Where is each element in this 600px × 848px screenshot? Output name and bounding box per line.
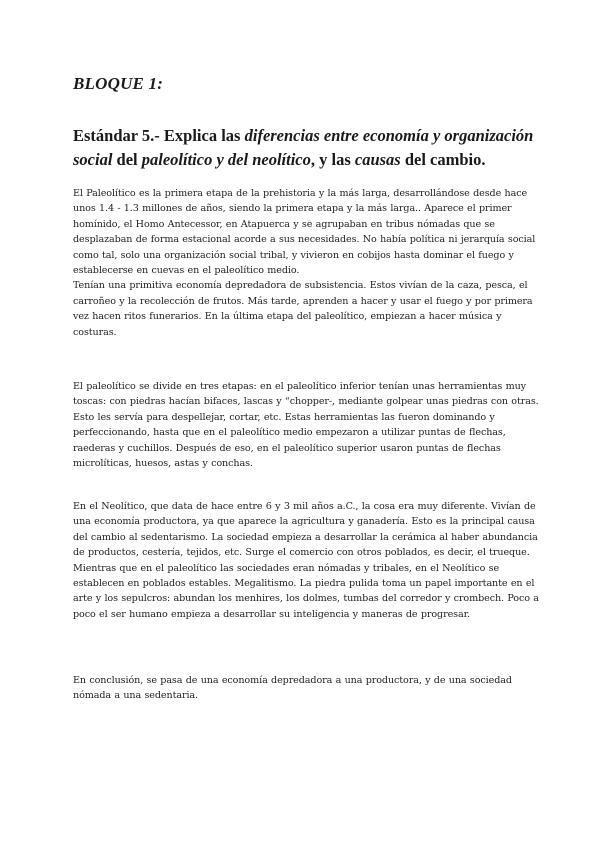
paragraph-paleolithic: El Paleolítico es la primera etapa de la prehistoria y la más larga, desarrollándose desde hace unos 1.4 - 1.3 millones de años, siendo la primera etapa y la más larga.. Aparece el primer homínido, el Homo Antecessor, en Atapuerca y se agrupaban en tribus nómadas que se desplazaban de forma estacional acorde a sus necesidades. No había política ni jerarquía social como tal, solo una organización social tribal, y vivieron en cobijos hasta dominar el fuego y establecerse en cuevas en el paleolítico medio. Tenían una primitiva economía depredadora de subsistencia. Estos vivían de la caza, pesca, el carroñeo y la recolección de frutos. Más tarde, aprenden a hacer y usar el fuego y por primera vez hacen ritos funerarios. En la última etapa del paleolítico, empiezan a hacer música y costuras.: [73, 188, 536, 338]
heading-emphasis-differences: diferencias entre economía y organización social: [73, 126, 534, 169]
heading-connector-1: del: [112, 150, 142, 169]
paragraph-neolithic: En el Neolítico, que data de hace entre 6 y 3 mil años a.C., la cosa era muy diferente. Vivían de una economía productora, ya que aparece la agricultura y ganadería. Esto es la principal causa del cambio al sedentarismo. La sociedad empieza a desarrollar la cerámica al haber abundancia de productos, cestería, tejidos, etc. Surge el comercio con otros poblados, es decir, el trueque. Mientras que en el paleolítico las sociedades eran nómadas y tribales, en el Neolítico se establecen en poblados estables. Megalitismo. La piedra pulida toma un papel importante en el arte y los sepulcros: abundan los menhires, los dolmes, tumbas del corredor y crombech. Poco a poco el ser humano empieza a desarrollar su inteligencia y maneras de progresar.: [73, 501, 539, 620]
heading-emphasis-causes: causas: [354, 150, 401, 169]
paragraph-conclusion: En conclusión, se pasa de una economía depredadora a una productora, y de una sociedad nómada a una sedentaria.: [73, 675, 512, 702]
heading-prefix: Estándar 5.- Explica las: [73, 126, 245, 145]
paragraph-paleolithic-stages: El paleolítico se divide en tres etapas: en el paleolítico inferior tenían unas herramientas muy toscas: con piedras hacían bifaces, lascas y “chopper-, mediante golpear unas piedras con otras. Esto les servía para despellejar, cortar, etc. Estas herramientas las fueron dominando y perfeccionando, hasta que en el paleolítico medio empezaron a utilizar puntas de flechas, raederas y cuchillos. Después de eso, en el paleolítico superior usaron puntas de flechas microlíticas, huesos, astas y conchas.: [73, 381, 539, 470]
heading-connector-2: , y las: [310, 150, 355, 169]
heading-emphasis-periods: paleolítico y del neolítico: [141, 150, 311, 169]
standard-heading: [73, 124, 543, 172]
block-title: BLOQUE 1:: [73, 74, 164, 93]
heading-suffix: del cambio.: [400, 150, 486, 169]
